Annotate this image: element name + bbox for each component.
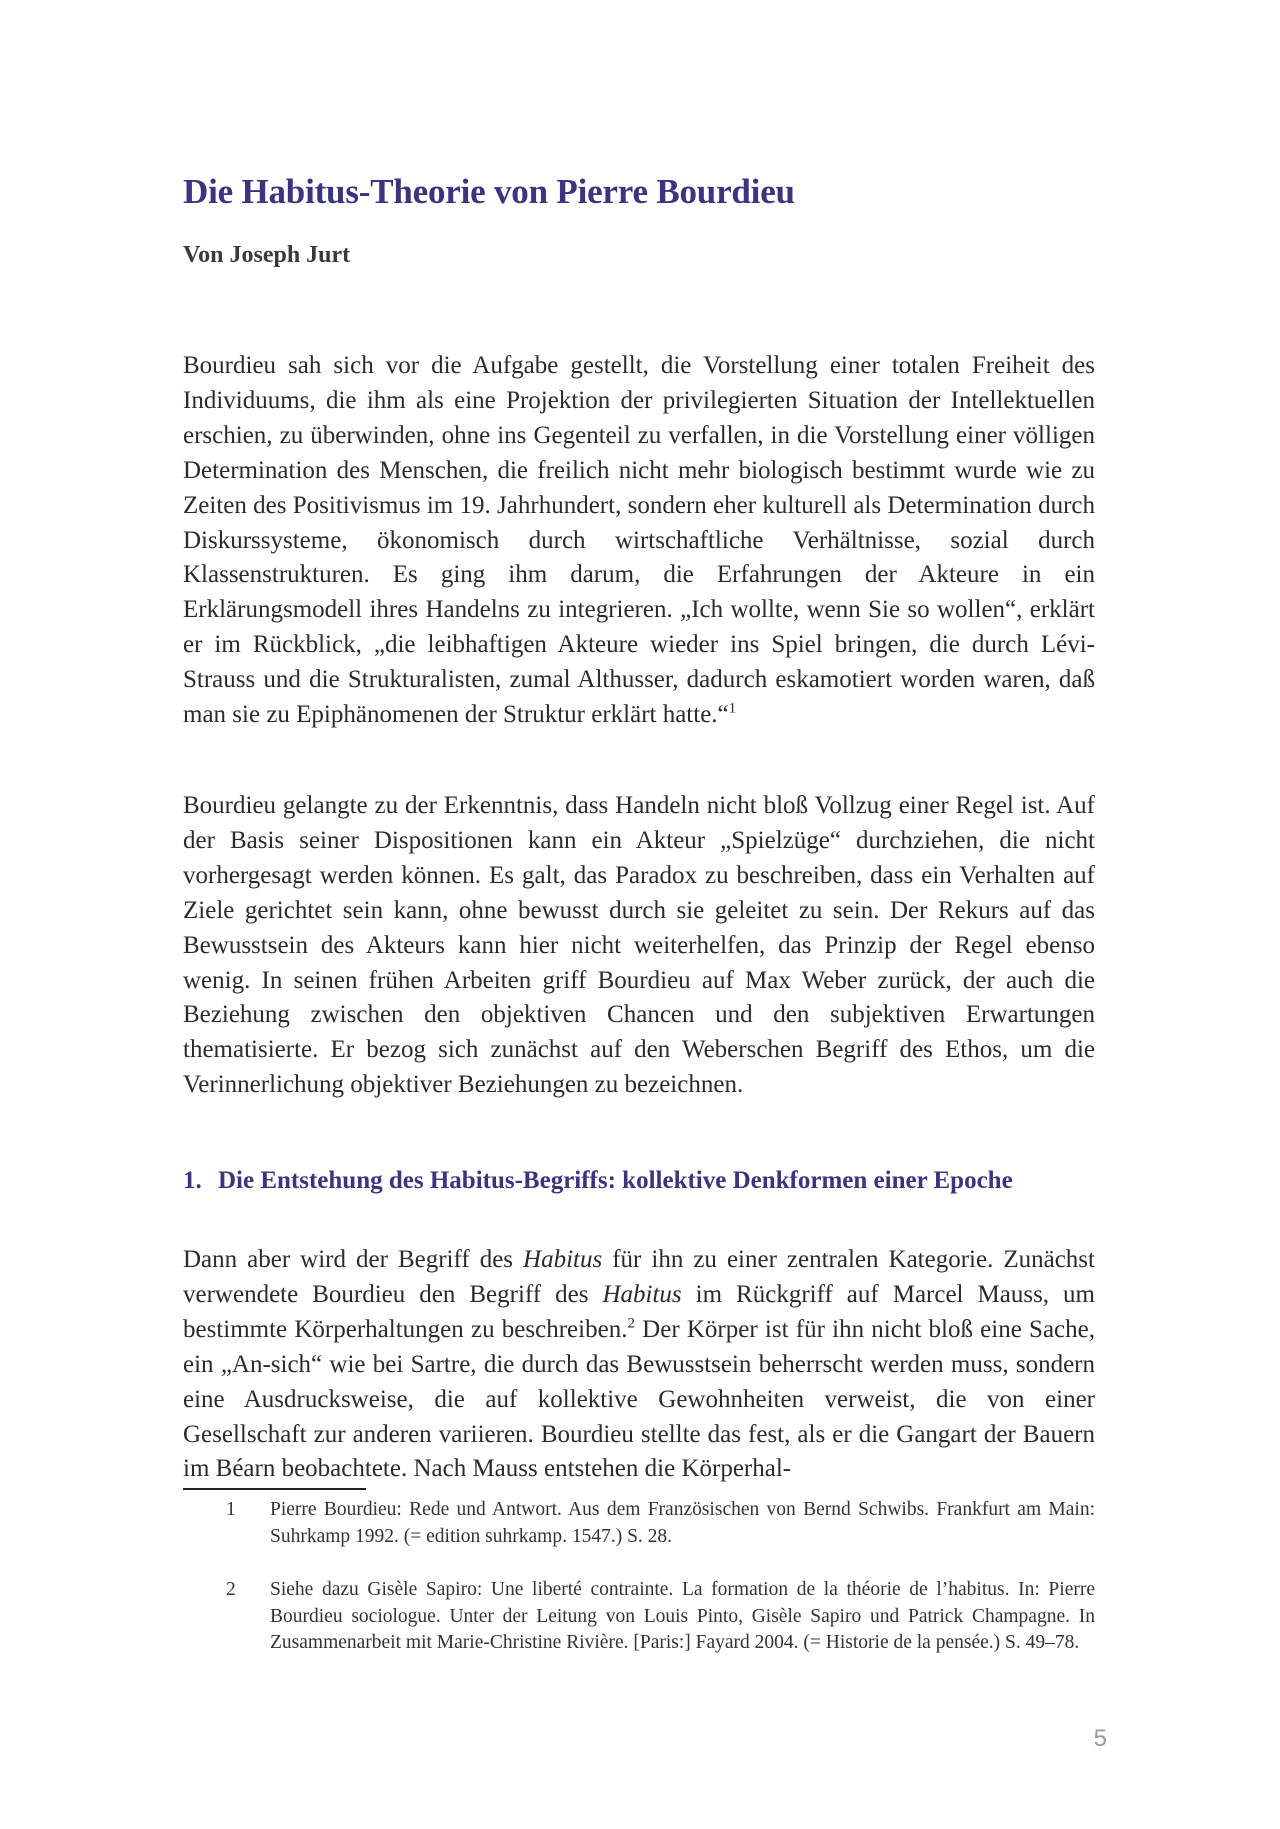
paragraph-habitus-text-a: Dann aber wird der Begriff des xyxy=(183,1246,524,1273)
footnote xyxy=(183,1497,1095,1550)
paragraph-intro xyxy=(183,349,1095,733)
footnote-number: 1 xyxy=(226,1499,236,1520)
paragraph-dispositions: Bourdieu gelangte zu der Erkenntnis, dass Handeln nicht bloß Vollzug einer Regel ist. Auf der Basis seiner Dispositionen kann ein Akteur „Spielzüge“ durchziehen, die nicht vorhergesagt werden können. Es galt, das Paradox zu beschreiben, dass ein Verhalten auf Ziele gerichtet sein kann, ohne bewusst durch sie geleitet zu sein. Der Rekurs auf das Bewusstsein des Akteurs kann hier nicht weiterhelfen, das Prinzip der Regel ebenso wenig. In seinen frühen Arbeiten griff Bourdieu auf Max Weber zurück, der auch die Beziehung zwischen den objektiven Chancen und den subjektiven Erwartungen thematisierte. Er bezog sich zunächst auf den Weberschen Begriff des Ethos, um die Verinnerlichung objektiver Beziehungen zu bezeichnen. xyxy=(183,792,1095,1099)
article-title: Die Habitus-Theorie von Pierre Bourdieu xyxy=(183,172,795,211)
footnote-text: Pierre Bourdieu: Rede und Antwort. Aus dem Französischen von Bernd Schwibs. Frankfurt am Main: Suhrkamp 1992. (= edition suhrkamp. 1547.) S. 28. xyxy=(270,1499,1095,1547)
footnote-ref-1[interactable]: 1 xyxy=(728,700,737,717)
section-number: 1. xyxy=(183,1167,202,1194)
paragraph-habitus-text-c: im Rückgriff auf Marcel Mauss, um bestimmte Körperhaltungen zu beschreiben. xyxy=(183,1280,1095,1343)
footnote-text: Siehe dazu Gisèle Sapiro: Une liberté contrainte. La formation de la théorie de l’habitus. In: Pierre Bourdieu sociologue. Unter der Leitung von Louis Pinto, Gisèle Sapiro und Patrick Champagne. In Zusammenarbeit mit Marie-Christine Rivière. [Paris:] Fayard 2004. (= Historie de la pensée.) S. 49–78. xyxy=(270,1579,1095,1653)
page-number: 5 xyxy=(1093,1725,1107,1752)
article-author: Von Joseph Jurt xyxy=(183,242,351,268)
section-title: Die Entstehung des Habitus-Begriffs: kollektive Denkformen einer Epoche xyxy=(218,1167,1013,1194)
habitus-term: Habitus xyxy=(523,1246,603,1273)
paragraph-habitus xyxy=(183,1243,1095,1487)
paragraph-habitus-text-d: Der Körper ist für ihn nicht bloß eine Sache, ein „An-sich“ wie bei Sartre, die durch das Bewusstsein beherrscht werden muss, sondern eine Ausdrucksweise, die auf kollektive Gewohnheiten verweist, die von einer Gesellschaft zur anderen variieren. Bourdieu stellte das fest, als er die Gangart der Bauern im Béarn beobachtete. Nach Mauss entstehen die Körperhal- xyxy=(183,1315,1095,1483)
footnote xyxy=(183,1577,1095,1657)
paragraph-intro-text: Bourdieu sah sich vor die Aufgabe gestellt, die Vorstellung einer totalen Freiheit des Individuums, die ihm als eine Projektion der privilegierten Situation der Intellektuellen erschien, zu überwinden, ohne ins Gegenteil zu verfallen, in die Vorstellung einer völligen Determination des Menschen, die freilich nicht mehr biologisch bestimmt wurde wie zu Zeiten des Positivismus im 19. Jahrhundert, sondern eher kulturell als Determination durch Diskurssysteme, ökonomisch durch wirtschaftliche Verhältnisse, sozial durch Klassenstrukturen. Es ging ihm darum, die Erfahrungen der Akteure in ein Erklärungsmodell ihres Handelns zu integrieren. „Ich wollte, wenn Sie so wollen“, erklärt er im Rückblick, „die leibhaftigen Akteure wieder ins Spiel bringen, die durch Lévi-Strauss und die Strukturalisten, zumal Althusser, dadurch eskamotiert worden waren, daß man sie zu Epiphänomenen der Struktur erklärt hatte.“ xyxy=(183,352,1095,729)
section-heading xyxy=(183,1164,1083,1198)
footnote-divider xyxy=(183,1488,366,1490)
habitus-term: Habitus xyxy=(602,1280,682,1308)
paragraph-habitus-text-b: für ihn zu einer zentralen Kategorie. Zunächst verwendete Bourdieu den Begriff des xyxy=(183,1246,1095,1308)
footnote-ref-2[interactable]: 2 xyxy=(627,1315,635,1332)
footnote-number: 2 xyxy=(226,1579,236,1600)
